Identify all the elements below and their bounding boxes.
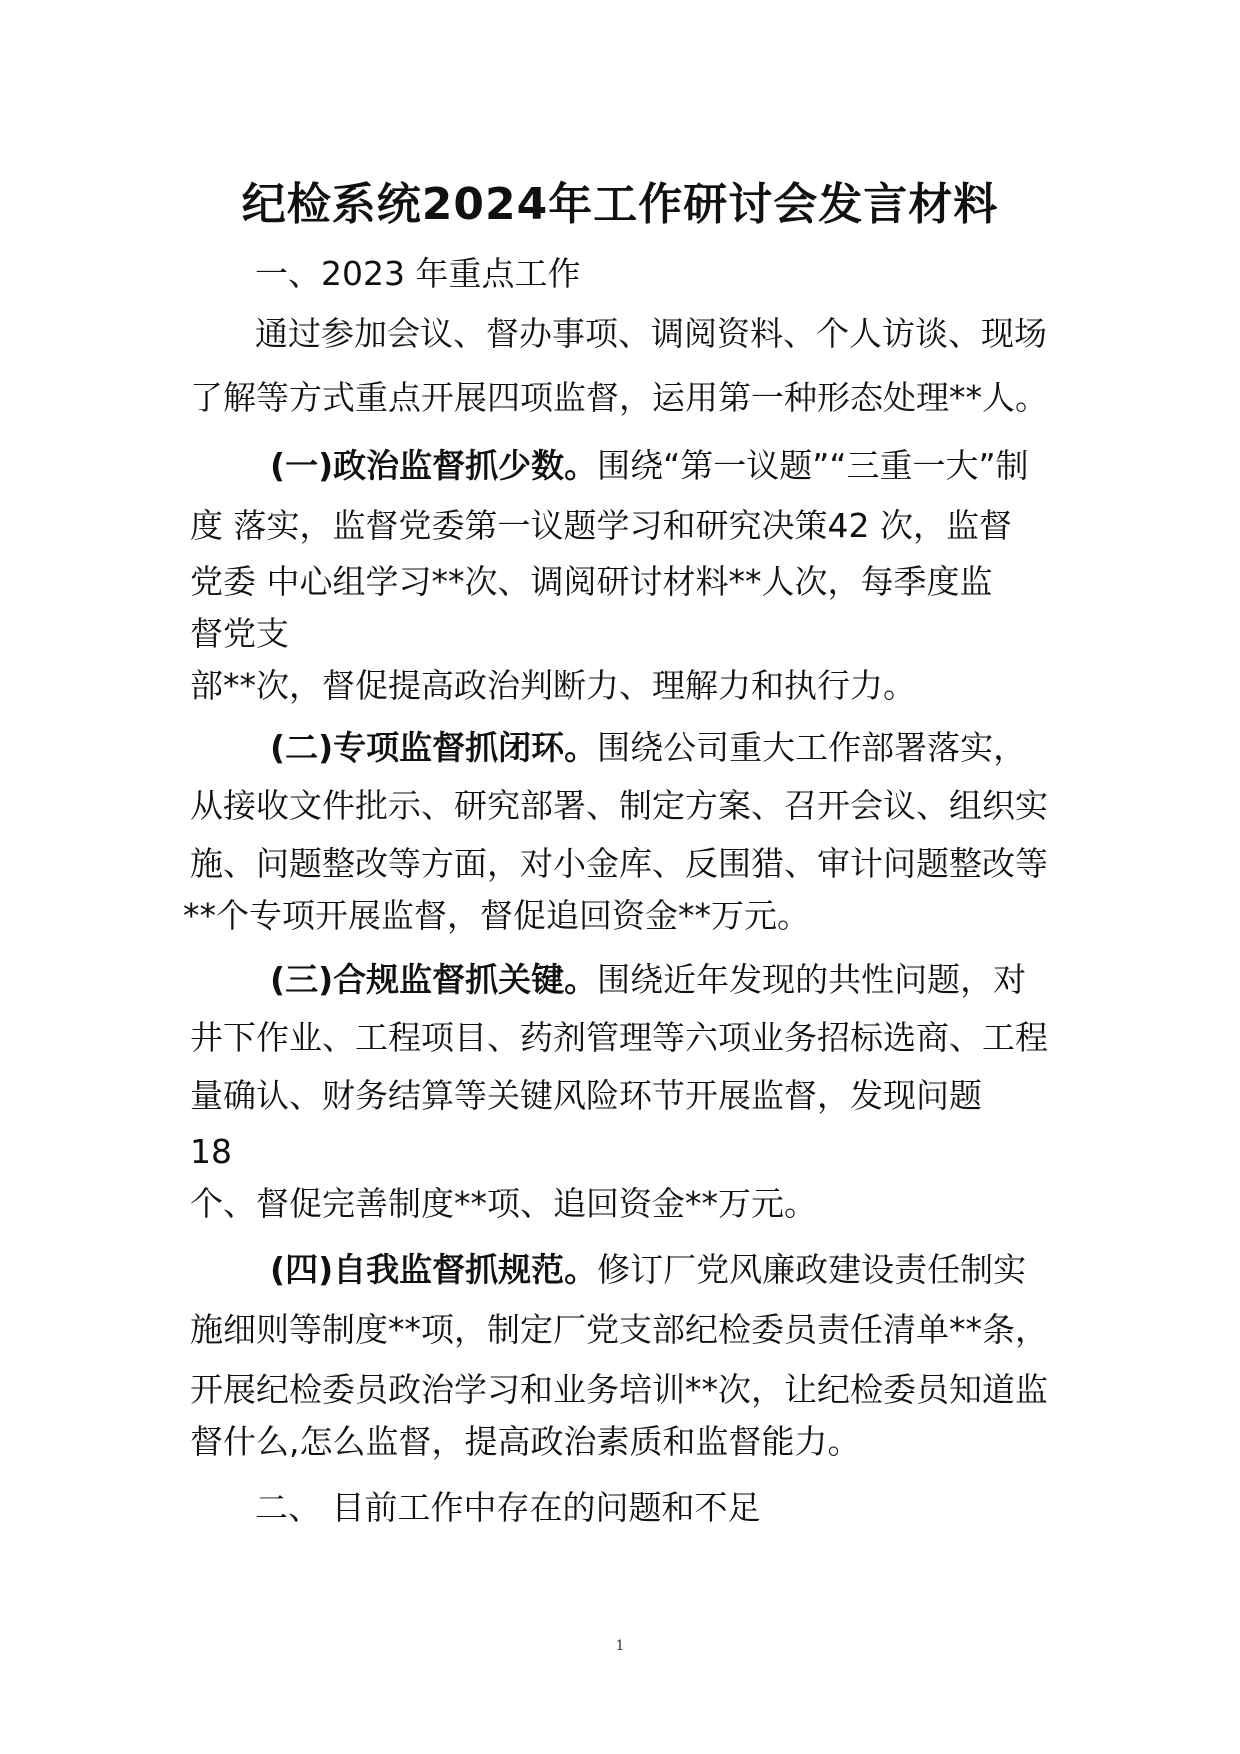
item-4-heading: (四)自我监督抓规范。 xyxy=(270,1250,598,1289)
item-1-heading: (一)政治监督抓少数。 xyxy=(270,446,598,485)
paragraph-line: 度 落实，监督党委第一议题学习和研究决策42 次，监督 xyxy=(190,506,1012,545)
item-3-line-1 xyxy=(270,960,1026,1000)
item-2-heading: (二)专项监督抓闭环。 xyxy=(270,728,598,767)
paragraph-line: 井下作业、工程项目、药剂管理等六项业务招标选商、工程 xyxy=(190,1018,1048,1057)
paragraph-line: 18 xyxy=(190,1132,232,1171)
item-1-text: 围绕“第一议题”“三重一大”制 xyxy=(597,446,1029,485)
item-2-text: 围绕公司重大工作部署落实， xyxy=(597,728,1027,767)
section-heading-2: 二、 目前工作中存在的问题和不足 xyxy=(255,1488,761,1527)
page-number: 1 xyxy=(615,1638,625,1654)
paragraph-line: 通过参加会议、督办事项、调阅资料、个人访谈、现场 xyxy=(255,314,1047,353)
paragraph-line: 施细则等制度**项，制定厂党支部纪检委员责任清单**条， xyxy=(190,1310,1048,1349)
paragraph-line: 个、督促完善制度**项、追回资金**万元。 xyxy=(190,1184,817,1223)
section-heading-1: 一、2023 年重点工作 xyxy=(255,254,581,293)
paragraph-line: 督什么,怎么监督，提高政治素质和监督能力。 xyxy=(190,1422,861,1461)
paragraph-line: **个专项开展监督，督促追回资金**万元。 xyxy=(183,896,810,935)
paragraph-line: 部**次，督促提高政治判断力、理解力和执行力。 xyxy=(190,666,916,705)
paragraph-line: 督党支 xyxy=(190,614,289,653)
document-title: 纪检系统2024年工作研讨会发言材料 xyxy=(241,179,999,230)
paragraph-line: 了解等方式重点开展四项监督，运用第一种形态处理**人。 xyxy=(190,378,1048,417)
item-3-text: 围绕近年发现的共性问题，对 xyxy=(597,960,1027,999)
item-4-line-1 xyxy=(270,1250,1026,1290)
item-1-line-1 xyxy=(270,446,1029,486)
item-4-text: 修订厂党风廉政建设责任制实 xyxy=(597,1250,1027,1289)
item-3-heading: (三)合规监督抓关键。 xyxy=(270,960,598,999)
paragraph-line: 党委 中心组学习**次、调阅研讨材料**人次，每季度监 xyxy=(190,562,993,601)
item-2-line-1 xyxy=(270,728,1026,768)
paragraph-line: 施、问题整改等方面，对小金库、反围猎、审计问题整改等 xyxy=(190,844,1048,883)
paragraph-line: 开展纪检委员政治学习和业务培训**次，让纪检委员知道监 xyxy=(190,1370,1048,1409)
paragraph-line: 从接收文件批示、研究部署、制定方案、召开会议、组织实 xyxy=(190,786,1048,825)
paragraph-line: 量确认、财务结算等关键风险环节开展监督，发现问题 xyxy=(190,1076,982,1115)
